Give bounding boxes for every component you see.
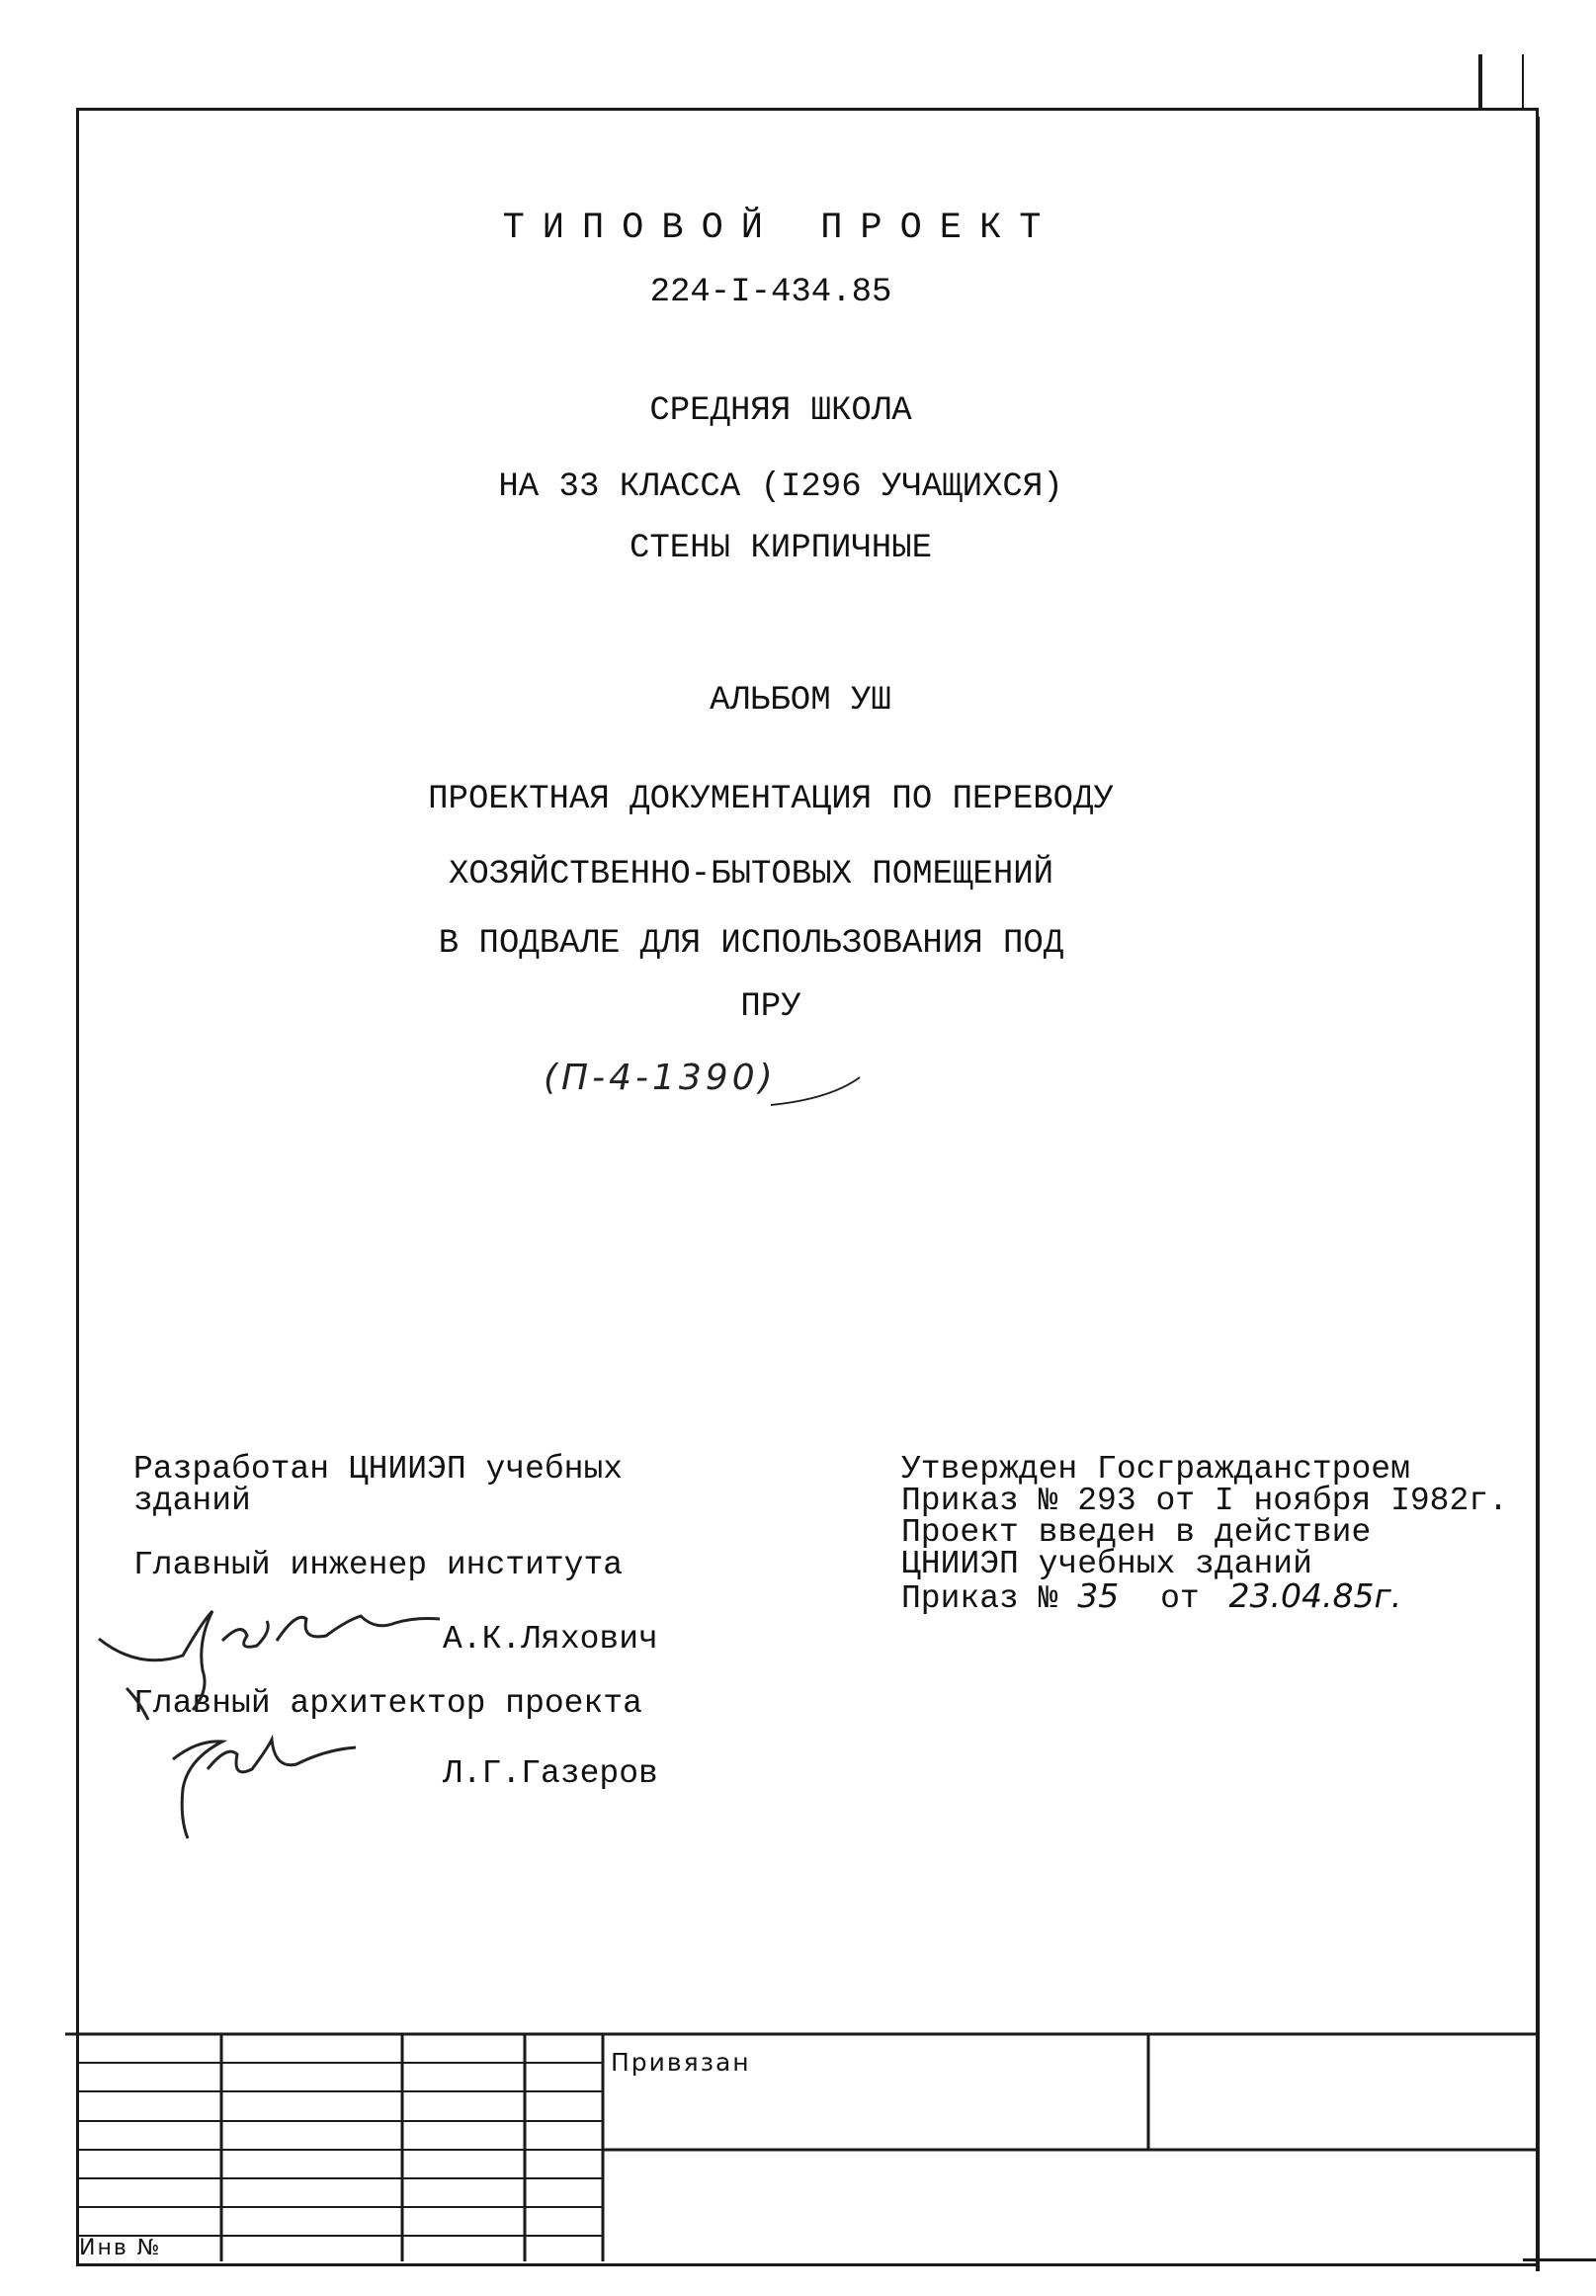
approval-order-number: 35 xyxy=(1077,1576,1120,1615)
description-line-3: В ПОДВАЛЕ ДЛЯ ИСПОЛЬЗОВАНИЯ ПОД xyxy=(438,925,1064,963)
developer-line-1: Разработан ЦНИИЭП учебных xyxy=(133,1451,624,1488)
approval-order-prefix: Приказ № xyxy=(901,1580,1058,1617)
signature-chief-engineer xyxy=(99,1611,440,1710)
handwritten-code: (П-4-1390) xyxy=(544,1058,777,1098)
album-label: АЛЬБОМ УШ xyxy=(710,682,891,720)
description-line-1: ПРОЕКТНАЯ ДОКУМЕНТАЦИЯ ПО ПЕРЕВОДУ xyxy=(428,781,1114,818)
chief-architect-title: Главный архитектор проекта xyxy=(133,1685,642,1722)
approval-order-from: от xyxy=(1160,1580,1200,1617)
stamp-bound-label: Привязан xyxy=(611,2048,751,2077)
title-line-3: СТЕНЫ КИРПИЧНЫЕ xyxy=(629,530,933,567)
signature-chief-architect xyxy=(126,1688,356,1838)
approval-line-2: Приказ № 293 от I ноября I982г. xyxy=(901,1483,1508,1519)
handwritten-code-underline xyxy=(771,1077,860,1105)
description-line-2: ХОЗЯЙСТВЕННО-БЫТОВЫХ ПОМЕЩЕНИЙ xyxy=(448,856,1054,893)
developer-line-2: зданий xyxy=(133,1483,251,1519)
description-line-4: ПРУ xyxy=(740,988,801,1026)
approval-line-4: ЦНИИЭП учебных зданий xyxy=(901,1546,1312,1582)
title-line-1: СРЕДНЯЯ ШКОЛА xyxy=(649,392,912,430)
approval-line-3: Проект введен в действие xyxy=(901,1514,1372,1551)
approval-line-1: Утвержден Госгражданстроем xyxy=(901,1451,1410,1488)
chief-engineer-name: А.К.Ляхович xyxy=(443,1621,658,1658)
stamp-inventory-label: Инв № xyxy=(79,2236,162,2260)
stamp-grid xyxy=(65,2034,1536,2261)
header-type-label: ТИПОВОЙ ПРОЕКТ xyxy=(502,208,1059,249)
chief-engineer-title: Главный инженер института xyxy=(133,1547,624,1583)
title-line-2: НА 33 КЛАССА (I296 УЧАЩИХСЯ) xyxy=(498,468,1063,506)
chief-architect-name: Л.Г.Газеров xyxy=(443,1755,658,1792)
approval-order-date: 23.04.85г. xyxy=(1228,1576,1402,1615)
project-number: 224-I-434.85 xyxy=(649,274,892,311)
